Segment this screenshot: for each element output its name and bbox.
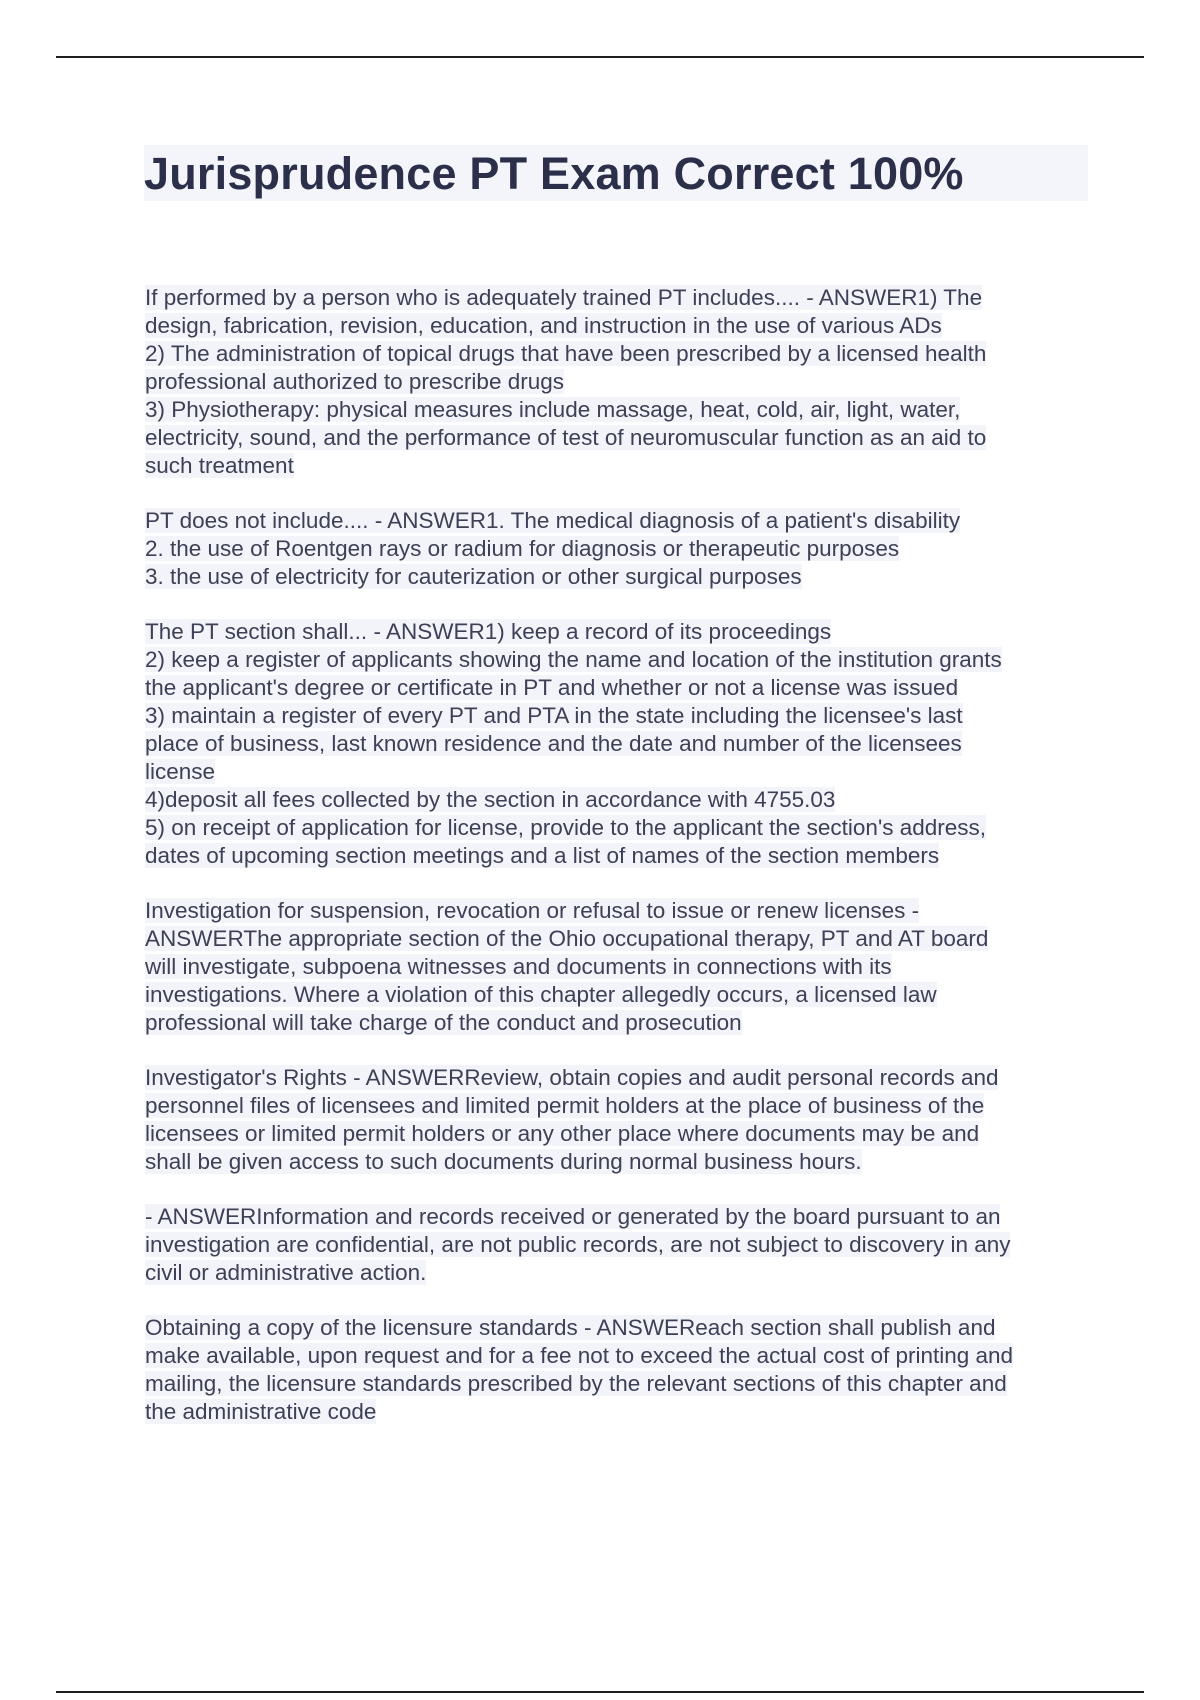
entry-line-text: ANSWERThe appropriate section of the Ohio occupational therapy, PT and AT board: [145, 926, 989, 951]
entry-line: [145, 618, 1085, 646]
entry-line: [145, 563, 1085, 591]
top-rule: [56, 56, 1144, 58]
entry-line-text: make available, upon request and for a fee not to exceed the actual cost of printing and: [145, 1343, 1014, 1368]
entry-line-text: such treatment: [145, 453, 294, 478]
entry-line: [145, 925, 1085, 953]
entry-line-text: personnel files of licensees and limited permit holders at the place of business of the: [145, 1093, 985, 1118]
entry-line: [145, 702, 1085, 730]
entry-line-text: shall be given access to such documents during normal business hours.: [145, 1149, 862, 1174]
entry-line: [145, 507, 1085, 535]
qa-entry: [145, 897, 1085, 1037]
entry-line: [145, 953, 1085, 981]
entry-line-text: 3) maintain a register of every PT and PTA in the state including the licensee's last: [145, 703, 963, 728]
entry-line-text: investigation are confidential, are not public records, are not subject to discovery in any: [145, 1232, 1011, 1257]
entry-line-text: 5) on receipt of application for license, provide to the applicant the section's address,: [145, 815, 987, 840]
entry-line: [145, 535, 1085, 563]
entry-line: [145, 814, 1085, 842]
entry-line: [145, 786, 1085, 814]
qa-entry: [145, 1203, 1085, 1287]
entry-line-text: investigations. Where a violation of this chapter allegedly occurs, a licensed law: [145, 982, 937, 1007]
entry-line-text: Obtaining a copy of the licensure standards - ANSWEReach section shall publish and: [145, 1315, 996, 1340]
qa-entry: [145, 618, 1085, 870]
entry-line-text: electricity, sound, and the performance of test of neuromuscular function as an aid to: [145, 425, 987, 450]
entry-line-text: 4)deposit all fees collected by the section in accordance with 4755.03: [145, 787, 836, 812]
entry-line: [145, 646, 1085, 674]
entry-line-text: 2) The administration of topical drugs that have been prescribed by a licensed health: [145, 341, 987, 366]
entry-line: [145, 1092, 1085, 1120]
entry-line: [145, 842, 1085, 870]
entry-line-text: Investigator's Rights - ANSWERReview, obtain copies and audit personal records and: [145, 1065, 999, 1090]
entry-line: [145, 1398, 1085, 1426]
entry-line: [145, 340, 1085, 368]
entry-line-text: will investigate, subpoena witnesses and documents in connections with its: [145, 954, 892, 979]
entry-line-text: PT does not include.... - ANSWER1. The medical diagnosis of a patient's disability: [145, 508, 961, 533]
entry-line: [145, 1370, 1085, 1398]
entry-line: [145, 424, 1085, 452]
entry-line-text: the applicant's degree or certificate in PT and whether or not a license was issued: [145, 675, 959, 700]
entry-line: [145, 1259, 1085, 1287]
entry-line-text: - ANSWERInformation and records received or generated by the board pursuant to an: [145, 1204, 1001, 1229]
entry-line: [145, 396, 1085, 424]
entry-line-text: civil or administrative action.: [145, 1260, 427, 1285]
entry-line: [145, 981, 1085, 1009]
qa-entry: [145, 1064, 1085, 1176]
entry-line-text: mailing, the licensure standards prescribed by the relevant sections of this chapter and: [145, 1371, 1007, 1396]
entry-line-text: Investigation for suspension, revocation or refusal to issue or renew licenses -: [145, 898, 920, 923]
document-body: [145, 284, 1085, 1453]
entry-line-text: 2) keep a register of applicants showing the name and location of the institution grants: [145, 647, 1002, 672]
entry-line: [145, 674, 1085, 702]
entry-line: [145, 1231, 1085, 1259]
entry-line: [145, 312, 1085, 340]
qa-entry: [145, 1314, 1085, 1426]
qa-entry: [145, 507, 1085, 591]
entry-line: [145, 730, 1085, 758]
entry-line: [145, 1120, 1085, 1148]
entry-line-text: 3) Physiotherapy: physical measures include massage, heat, cold, air, light, water,: [145, 397, 961, 422]
entry-line: [145, 368, 1085, 396]
entry-line: [145, 452, 1085, 480]
entry-line: [145, 1009, 1085, 1037]
entry-line: [145, 1203, 1085, 1231]
entry-line-text: If performed by a person who is adequately trained PT includes.... - ANSWER1) The: [145, 285, 983, 310]
entry-line-text: design, fabrication, revision, education, and instruction in the use of various ADs: [145, 313, 942, 338]
qa-entry: [145, 284, 1085, 480]
entry-line-text: professional authorized to prescribe drugs: [145, 369, 564, 394]
entry-line-text: professional will take charge of the conduct and prosecution: [145, 1010, 742, 1035]
entry-line: [145, 1064, 1085, 1092]
entry-line: [145, 897, 1085, 925]
entry-line-text: 2. the use of Roentgen rays or radium for diagnosis or therapeutic purposes: [145, 536, 900, 561]
entry-line-text: The PT section shall... - ANSWER1) keep a record of its proceedings: [145, 619, 832, 644]
entry-line: [145, 1148, 1085, 1176]
entry-line: [145, 284, 1085, 312]
entry-line: [145, 758, 1085, 786]
bottom-rule: [56, 1691, 1144, 1693]
entry-line-text: place of business, last known residence and the date and number of the licensees: [145, 731, 962, 756]
entry-line-text: dates of upcoming section meetings and a list of names of the section members: [145, 843, 940, 868]
entry-line-text: 3. the use of electricity for cauterization or other surgical purposes: [145, 564, 802, 589]
entry-line-text: licensees or limited permit holders or any other place where documents may be and: [145, 1121, 980, 1146]
page-title: Jurisprudence PT Exam Correct 100%: [144, 148, 964, 199]
entry-line-text: the administrative code: [145, 1399, 377, 1424]
entry-line-text: license: [145, 759, 216, 784]
entry-line: [145, 1314, 1085, 1342]
entry-line: [145, 1342, 1085, 1370]
